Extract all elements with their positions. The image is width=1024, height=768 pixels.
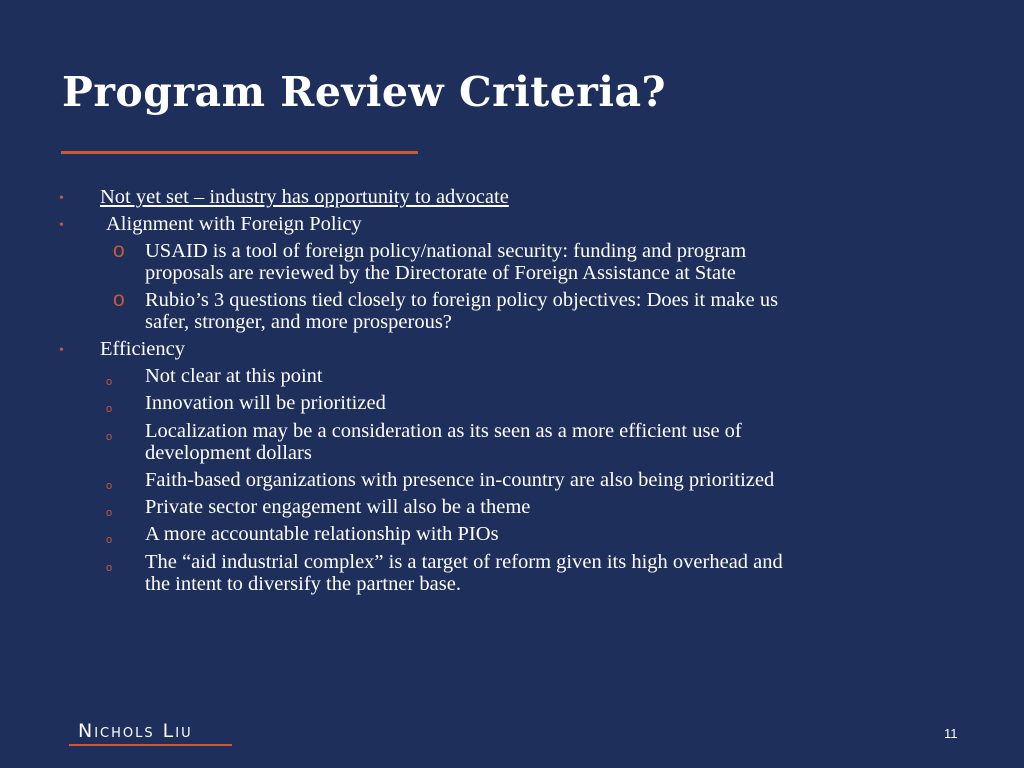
sub-bullet-icon: o xyxy=(106,480,113,492)
sub-bullet-icon: o xyxy=(106,562,113,574)
bullet-text: development dollars xyxy=(145,442,312,464)
sub-bullet-icon: o xyxy=(106,403,113,415)
bullet-text: Innovation will be prioritized xyxy=(145,392,386,414)
sub-bullet-icon: o xyxy=(106,534,113,546)
logo-underline-rule xyxy=(69,744,232,746)
bullet-text[interactable]: Not yet set – industry has opportunity to advocate xyxy=(100,186,509,208)
bullet-text: Not clear at this point xyxy=(145,365,323,387)
sub-bullet-icon: o xyxy=(106,507,113,519)
bullet-text: Localization may be a consideration as its seen as a more efficient use of xyxy=(145,420,742,442)
sub-bullet-icon: o xyxy=(106,431,113,443)
bullet-text: Alignment with Foreign Policy xyxy=(106,213,362,235)
company-logo: Nichols Liu xyxy=(78,720,193,742)
sub-bullet-icon: o xyxy=(113,239,125,262)
sub-bullet-icon: o xyxy=(113,288,125,311)
bullet-text: A more accountable relationship with PIOs xyxy=(145,523,499,545)
bullet-icon: • xyxy=(59,191,64,206)
bullet-text: USAID is a tool of foreign policy/national security: funding and program xyxy=(145,240,747,262)
slide-title: Program Review Criteria? xyxy=(62,68,667,116)
title-underline-rule xyxy=(61,151,418,154)
bullet-text: The “aid industrial complex” is a target of reform given its high overhead and xyxy=(145,551,783,573)
bullet-text: the intent to diversify the partner base. xyxy=(145,573,461,595)
bullet-text: safer, stronger, and more prosperous? xyxy=(145,311,452,333)
bullet-icon: • xyxy=(59,343,64,358)
bullet-text: Rubio’s 3 questions tied closely to foreign policy objectives: Does it make us xyxy=(145,289,779,311)
bullet-text: proposals are reviewed by the Directorate of Foreign Assistance at State xyxy=(145,262,736,284)
bullet-text: Private sector engagement will also be a theme xyxy=(145,496,531,518)
bullet-text: Faith-based organizations with presence in-country are also being prioritized xyxy=(145,469,775,491)
bullet-icon: • xyxy=(59,218,64,233)
page-number: 11 xyxy=(944,726,958,741)
sub-bullet-icon: o xyxy=(106,376,113,388)
bullet-text: Efficiency xyxy=(100,338,185,360)
